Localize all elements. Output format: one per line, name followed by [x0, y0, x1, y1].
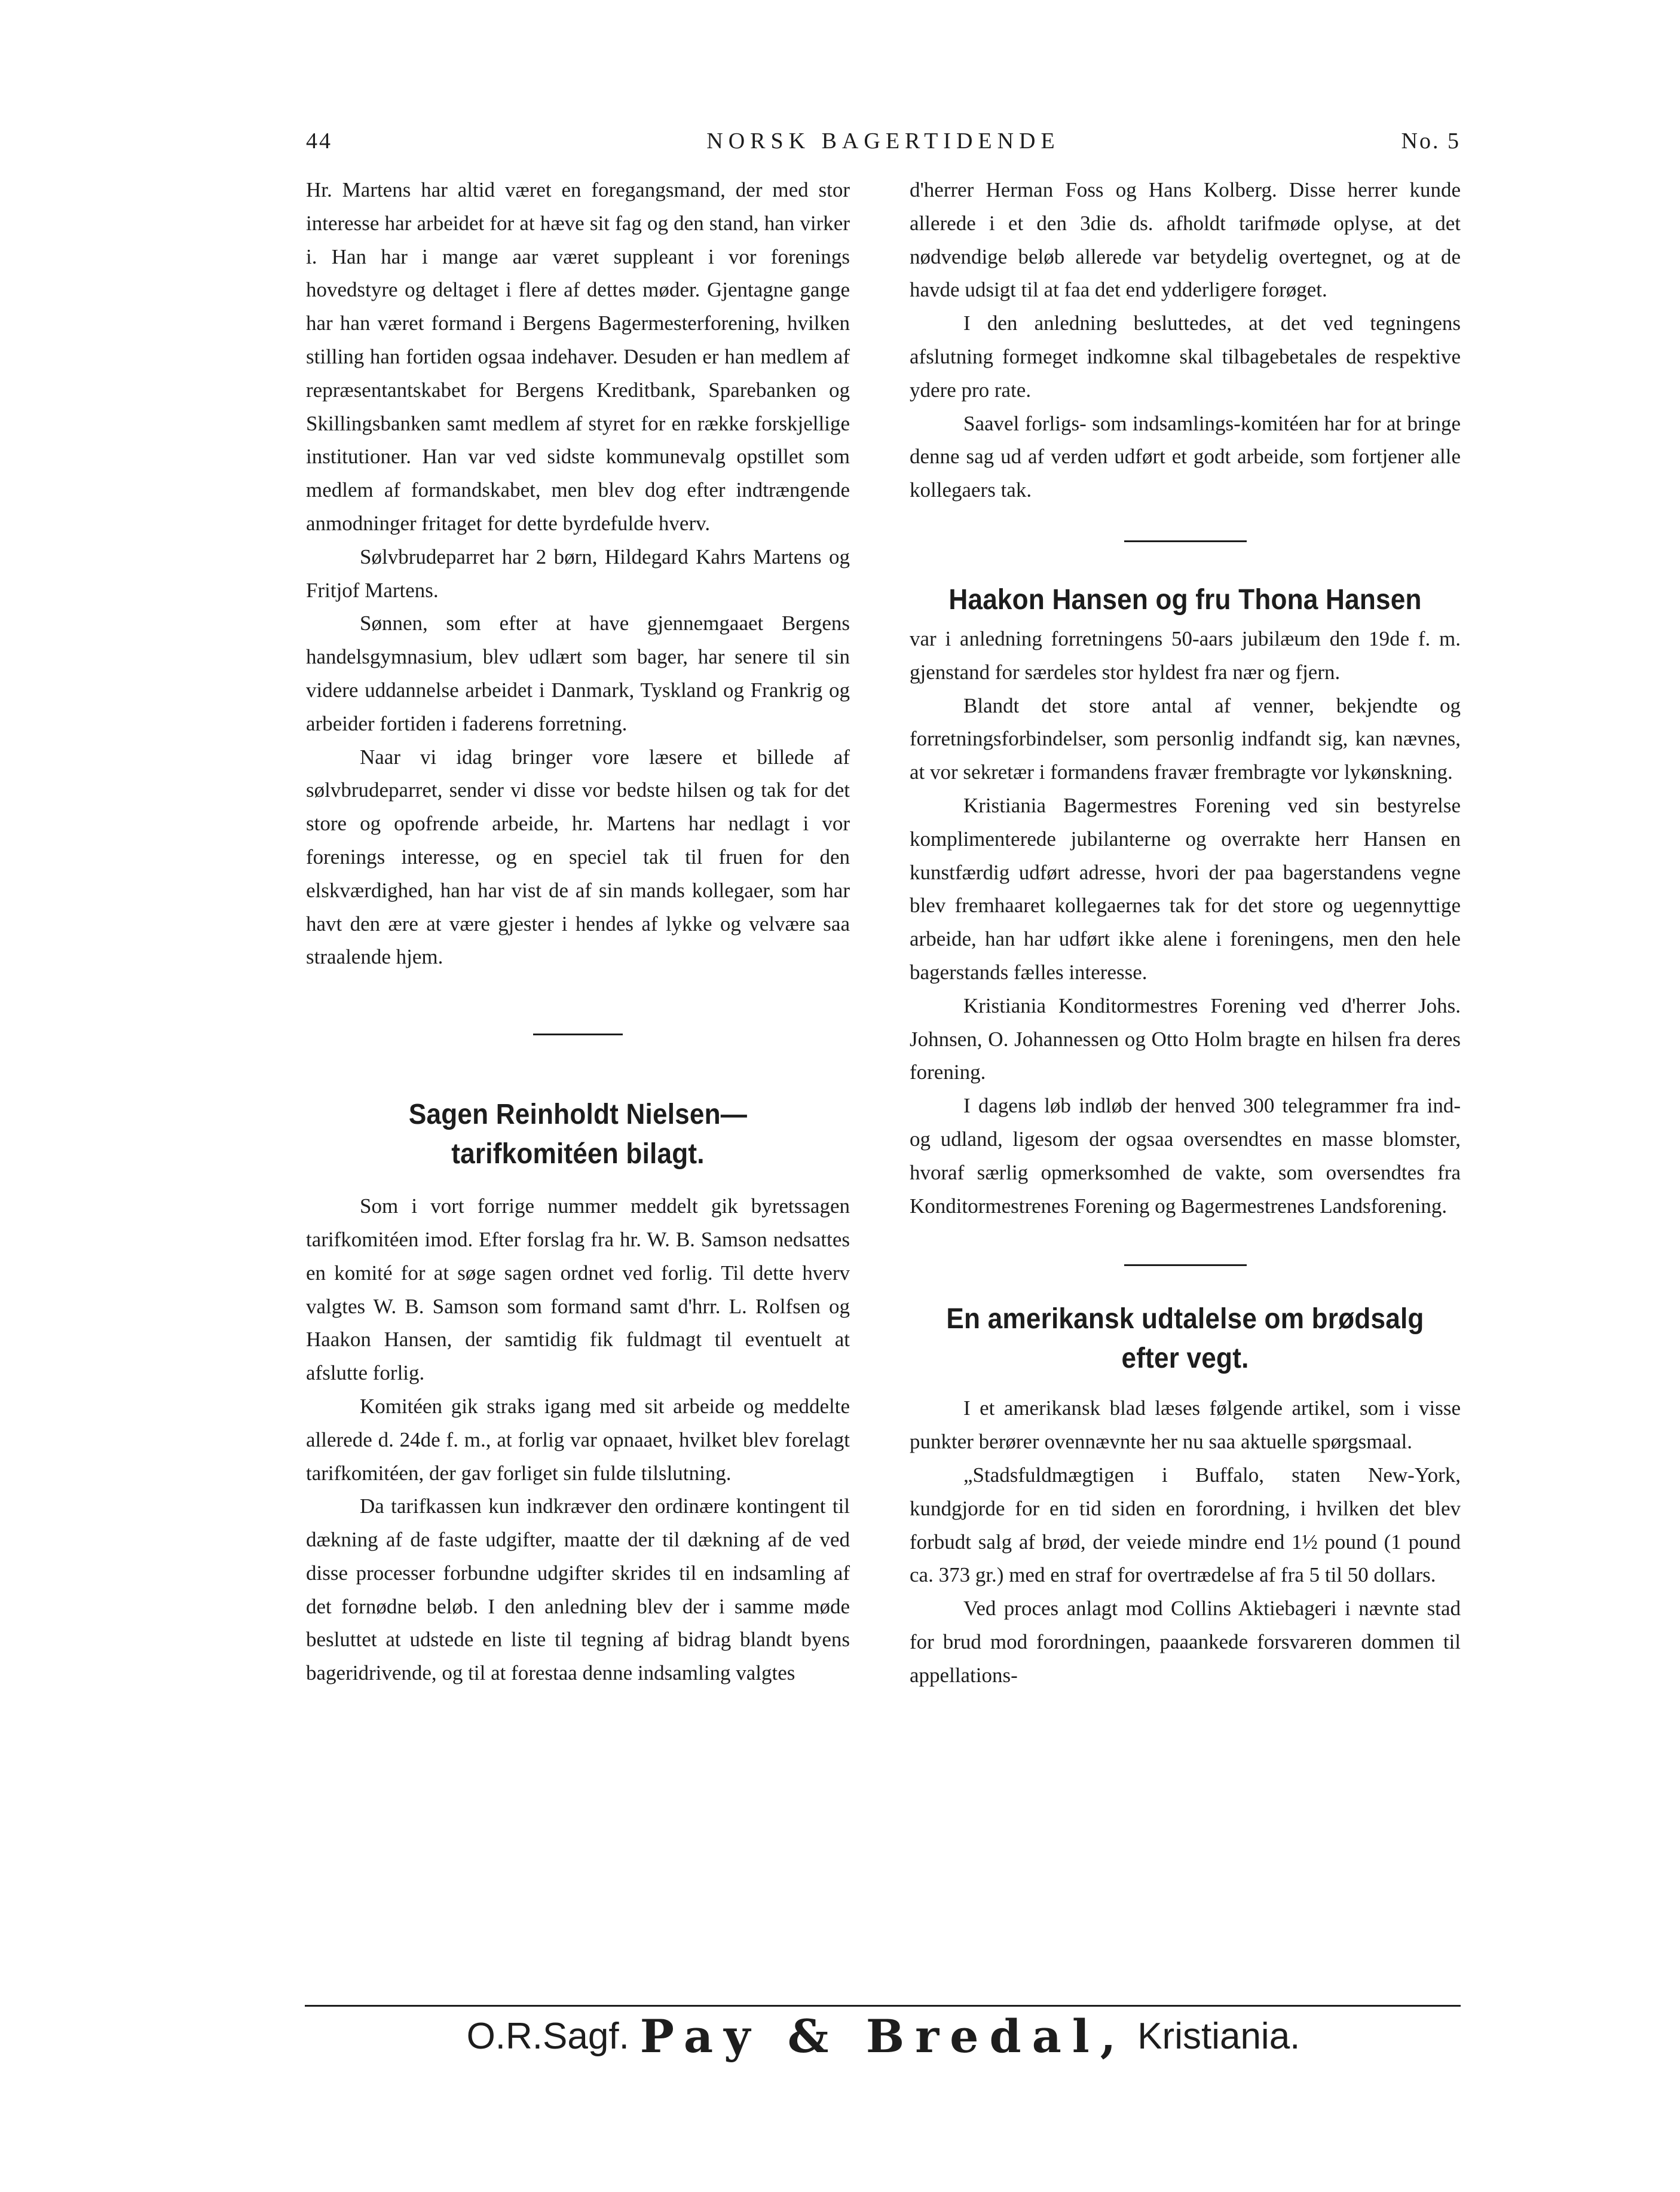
article-paragraph: Kristiania Bagermestres Forening ved sin bestyrelse komplimenterede jubilanterne og overrakte herr Hansen en kunstfærdig udført adresse, hvori der paa bagerstandens vegne blev fremhaaret kollegaernes tak for det store og uegennyttige arbeide, han har udført ikke alene i foreningens, men den hele bagerstands fælles interesse. [910, 793, 1461, 984]
printer-name: Pay & Bredal, [639, 2010, 1127, 2063]
article-heading: En amerikansk udtalelse om brødsalg efter vegt. [946, 1303, 1424, 1375]
printer-prefix: O.R.Sagf. [466, 2016, 629, 2057]
article-paragraph: d'herrer Herman Foss og Hans Kolberg. Disse herrer kunde allerede i et den 3die ds. afholdt tarifmøde oplyse, at det nødvendige beløb allerede var betydelig overtegnet, og at de havde udsigt til at faa det end ydderligere forøget. [910, 178, 1461, 302]
section-separator [1124, 540, 1247, 542]
article-heading: Sagen Reinholdt Nielsen—tarifkomitéen bilagt. [408, 1099, 748, 1170]
article-paragraph: Da tarifkassen kun indkræver den ordinære kontingent til dækning af de faste udgifter, maatte der til dækning af de ved disse processer forbundne udgifter skrides til en indsamling af det fornødne beløb. I den anledning blev der i samme møde besluttet at udstede en liste til tegning af bidrag blandt byens bageridrivende, og til at forestaa denne indsamling valgtes [306, 1494, 850, 1685]
article-paragraph: var i anledning forretningens 50-aars jubilæum den 19de f. m. gjenstand for særdeles stor hyldest fra nær og fjern. [910, 626, 1461, 684]
article-paragraph: I et amerikansk blad læses følgende artikel, som i visse punkter berører ovennævnte her nu saa aktuelle spørgsmaal. [910, 1396, 1461, 1454]
section-separator [533, 1034, 623, 1035]
article-paragraph: Saavel forligs- som indsamlings-komitéen har for at bringe denne sag ud af verden udført et godt arbeide, som fortjener alle kollegaers tak. [910, 411, 1461, 502]
section-separator [1124, 1264, 1247, 1266]
right-column [910, 173, 1461, 1692]
running-header [306, 128, 1461, 164]
article-paragraph: I den anledning besluttedes, at det ved tegningens afslutning formeget indkomne skal tilbagebetales de respektive ydere pro rate. [910, 311, 1461, 402]
article-paragraph: „Stadsfuldmægtigen i Buffalo, staten New-York, kundgjorde for en tid siden en forordning, i hvilken det blev forbudt salg af brød, der veiede mindre end 1½ pound (1 pound ca. 373 gr.) med en straf for overtrædelse af fra 5 til 50 dollars. [910, 1463, 1461, 1587]
article-paragraph: Kristiania Konditormestres Forening ved d'herrer Johs. Johnsen, O. Johannessen og Otto Holm bragte en hilsen fra deres forening. [910, 993, 1461, 1084]
article-paragraph: Sønnen, som efter at have gjennemgaaet Bergens handelsgymnasium, blev udlært som bager, har senere til sin videre uddannelse arbeidet i Danmark, Tyskland og Frankrig og arbeider fortiden i faderens forretning. [306, 612, 850, 735]
issue-number: No. 5 [1401, 129, 1461, 154]
printer-imprint [306, 2010, 1461, 2075]
article-paragraph: Blandt det store antal af venner, bekjendte og forretningsforbindelser, som personlig indfandt sig, kan nævnes, at vor sekretær i formandens fravær frembragte vor lykønskning. [910, 693, 1461, 784]
article-paragraph: Komitéen gik straks igang med sit arbeide og meddelte allerede d. 24de f. m., at forlig var opnaaet, hvilket blev forelagt tarifkomitéen, der gav forliget sin fulde tilslutning. [306, 1394, 850, 1485]
article-paragraph: Som i vort forrige nummer meddelt gik byretssagen tarifkomitéen imod. Efter forslag fra hr. W. B. Samson nedsattes en komité for at søge sagen ordnet ved forlig. Til dette hverv valgtes W. B. Samson som formand samt d'hrr. L. Rolfsen og Haakon Hansen, der samtidig fik fuldmagt til eventuelt at afslutte forlig. [306, 1194, 850, 1385]
article-heading: Haakon Hansen og fru Thona Hansen [948, 583, 1422, 616]
left-column [306, 173, 850, 1690]
article-paragraph: Ved proces anlagt mod Collins Aktiebageri i nævnte stad for brud mod forordningen, paaankede forsvareren dommen til appellations- [910, 1597, 1461, 1687]
article-paragraph: Hr. Martens har altid været en foregangsmand, der med stor interesse har arbeidet for at hæve sit fag og den stand, han virker i. Han har i mange aar været suppleant i vor forenings hovedstyre og deltaget i flere af dettes møder. Gjentagne gange har han været formand i Bergens Bagermesterforening, hvilken stilling han fortiden ogsaa indehaver. Desuden er han medlem af repræsentantskabet for Bergens Kreditbank, Sparebanken og Skillingsbanken samt medlem af styret for en række forskjellige institutioner. Han var ved sidste kommunevalg opstillet som medlem af formandskabet, men blev dog efter indtrængende anmodninger fritaget for dette byrdefulde hverv. [306, 178, 850, 535]
article-paragraph: Naar vi idag bringer vore læsere et billede af sølvbrudeparret, sender vi disse vor bedste hilsen og tak for det store og opofrende arbeide, hr. Martens har nedlagt i vor forenings interesse, og en speciel tak til fruen for den elskværdighed, han har vist de af sin mands kollegaer, som har havt den ære at være gjester i hendes af lykke og velvære saa straalende hjem. [306, 745, 850, 969]
publication-title: NORSK BAGERTIDENDE [706, 129, 1060, 154]
article-paragraph: I dagens løb indløb der henved 300 telegrammer fra ind- og udland, ligesom der ogsaa oversendtes en masse blomster, hvoraf særlig opmerksomhed de vakte, som oversendtes fra Konditormestrenes Forening og Bagermestrenes Landsforening. [910, 1094, 1461, 1218]
page-number: 44 [306, 129, 332, 154]
footer-rule [305, 2005, 1461, 2007]
article-paragraph: Sølvbrudeparret har 2 børn, Hildegard Kahrs Martens og Fritjof Martens. [306, 545, 850, 602]
printer-city: Kristiania. [1137, 2016, 1300, 2057]
